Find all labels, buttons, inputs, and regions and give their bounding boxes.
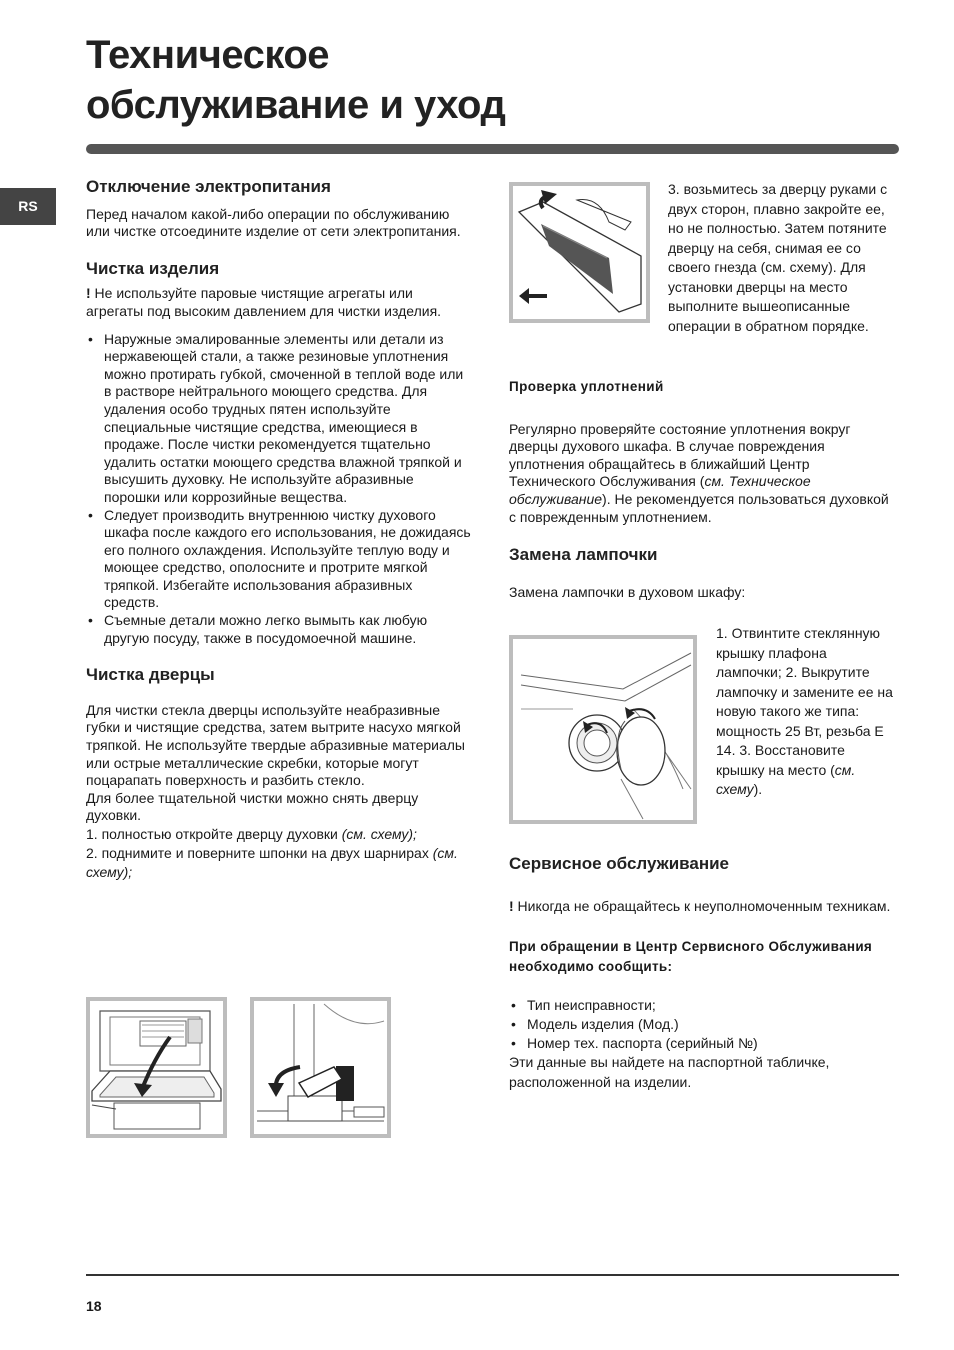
door-step-2: 2. поднимите и поверните шпонки на двух шарнирах (см. схему);: [86, 845, 458, 880]
service-heading: Сервисное обслуживание: [509, 854, 730, 873]
open-door-illustration: [90, 1001, 223, 1134]
list-item: • Наружные эмалированные элементы или детали из нержавеющей стали, а также резиновые уплотнения можно протирать губкой, смоченной в теплой воде или в растворе нейтрального моющего средства. Для удаления особо трудных пятен используйте специальные чистящие средства, имеющиеся в продаже. После чистки рекомендуется тщательно удалить остатки моющего средства влажной тряпкой и высушить духовку. Не используйте абразивные порошки или коррозийные вещества.: [86, 331, 471, 507]
title-divider: [86, 144, 899, 154]
lamp-illustration: [513, 639, 693, 820]
left-column: [86, 178, 471, 882]
figure-hinge: [250, 997, 391, 1138]
warning-mark: !: [509, 897, 514, 914]
cleaning-list: [86, 331, 471, 648]
door-step-1: 1. полностью откройте дверцу духовки (см. схему);: [86, 826, 417, 842]
page-number: 18: [86, 1298, 102, 1314]
door-heading: Чистка дверцы: [86, 665, 215, 685]
page-title: [86, 30, 505, 130]
language-tab: RS: [0, 188, 56, 225]
figure-open-door: [86, 997, 227, 1138]
lamp-intro: Замена лампочки в духовом шкафу:: [509, 583, 746, 600]
lamp-heading: Замена лампочки: [509, 545, 658, 565]
service-section: [509, 855, 894, 1092]
service-warning: ! Никогда не обращайтесь к неуполномоченным техникам.: [509, 897, 891, 914]
figure-remove-door: [509, 182, 650, 323]
warning-mark: !: [86, 285, 91, 302]
service-subheading: При обращении в Центр Сервисного Обслуживания необходимо сообщить:: [509, 939, 873, 974]
list-item: • Съемные детали можно легко вымыть как любую другую посуду, также в посудомоечной машине.: [86, 612, 471, 647]
seal-text: Регулярно проверяйте состояние уплотнения вокруг дверцы духового шкафа. В случае повреждения уплотнения обращайтесь в ближайший Центр Технического Обслуживания (см. Техническое обслуживание). Не рекомендуется пользоваться духовкой с поврежденным уплотнением.: [509, 420, 889, 525]
remove-door-illustration: [513, 186, 646, 319]
power-heading: Отключение электропитания: [86, 177, 331, 196]
door-step-3: 3. возьмитесь за дверцу руками с двух сторон, плавно закройте ее, но не полностью. Затем потяните дверцу на себя, снимая ее со своего гнезда (см. схему). Для установки дверцы на место выполните вышеописанные операции в обратном порядке.: [668, 181, 888, 334]
list-item: • Модель изделия (Мод.): [509, 1015, 894, 1034]
list-item: • Тип неисправности;: [509, 996, 894, 1015]
list-item: • Номер тех. паспорта (серийный №): [509, 1034, 894, 1053]
cleaning-heading: Чистка изделия: [86, 258, 220, 278]
service-list: [509, 996, 894, 1053]
list-item: • Следует производить внутреннюю чистку духового шкафа после каждого его использования, не дожидаясь его полного охлаждения. Используйте теплую воду и моющее средство, ополосните и протрите мягкой тряпкой. Избегайте использования абразивных средств.: [86, 507, 471, 613]
page-title-line-2: обслуживание и уход: [86, 83, 506, 127]
page-title-line-1: Техническое: [86, 33, 330, 77]
lamp-steps: 1. Отвинтите стеклянную крышку плафона лампочки; 2. Выкрутите лампочку и замените ее на новую такого же типа: мощность 25 Вт, резьба Е 14. 3. Восстановите крышку на место (см. схему).: [716, 625, 893, 797]
seal-heading: Проверка уплотнений: [509, 379, 664, 394]
seal-section: [509, 378, 894, 601]
service-footer: Эти данные вы найдете на паспортной табличке, расположенной на изделии.: [509, 1054, 830, 1090]
door-text-1: Для чистки стекла дверцы используйте неабразивные губки и чистящие средства, затем вытрите насухо мягкой тряпкой. Не используйте твердые абразивные материалы или острые металлические скребки, которые могут поцарапать поверхность и разбить стекло.: [86, 701, 465, 789]
hinge-illustration: [254, 1001, 387, 1134]
cleaning-warning: [86, 285, 471, 320]
cleaning-warning-text: Не используйте паровые чистящие агрегаты или агрегаты под высоким давлением для чистки изделия.: [86, 285, 442, 319]
power-text: Перед началом какой-либо операции по обслуживанию или чистке отсоедините изделие от сети электропитания.: [86, 205, 461, 240]
figure-lamp: [509, 635, 697, 824]
footer-divider: [86, 1274, 899, 1276]
door-text-2: Для более тщательной чистки можно снять дверцу духовки.: [86, 789, 419, 824]
